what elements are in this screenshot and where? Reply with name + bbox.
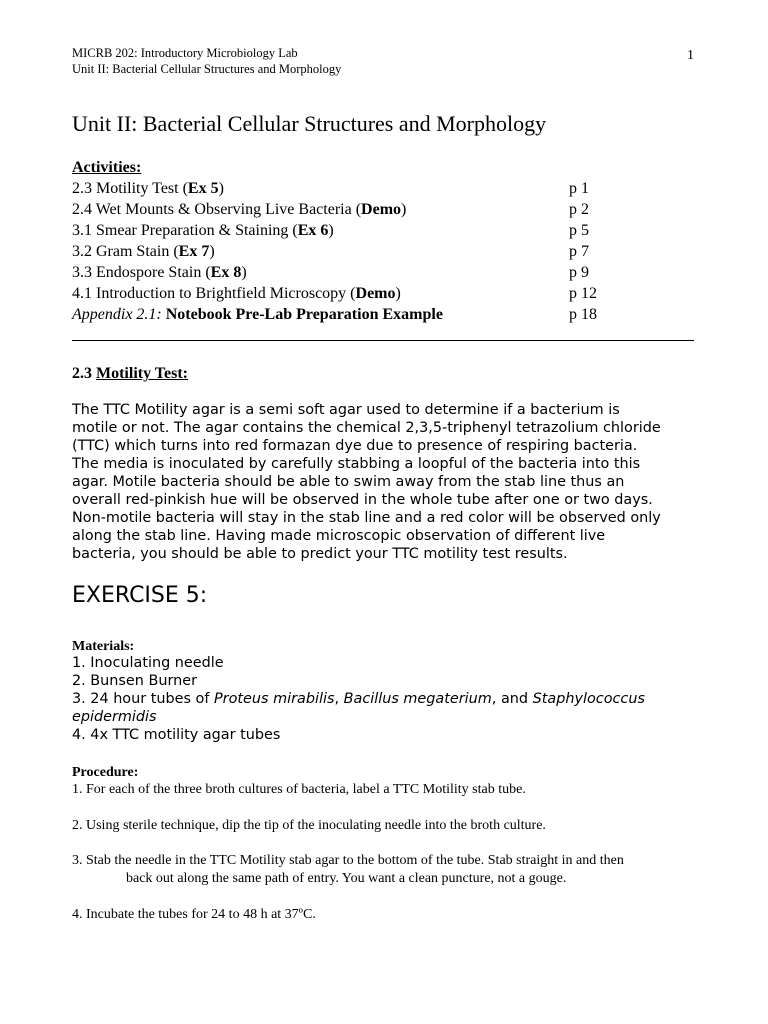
activity-page: p 1 — [569, 180, 589, 197]
activity-label: 4.1 Introduction to Brightfield Microscopy (Demo) — [72, 285, 401, 302]
motility-heading: 2.3 Motility Test: — [72, 365, 188, 382]
activity-row — [72, 242, 632, 263]
activity-page: p 2 — [569, 201, 589, 218]
procedure-step: 2. Using sterile technique, dip the tip of the inoculating needle into the broth culture. — [72, 818, 546, 833]
materials-heading: Materials: — [72, 639, 135, 654]
materials-list — [72, 654, 712, 744]
page-title: Unit II: Bacterial Cellular Structures and Morphology — [72, 111, 547, 136]
paragraph-line: The TTC Motility agar is a semi soft agar used to determine if a bacterium is — [72, 402, 620, 418]
list-item: 4. 4x TTC motility agar tubes — [72, 727, 281, 743]
running-header-course: MICRB 202: Introductory Microbiology Lab — [72, 46, 298, 60]
paragraph-line: motile or not. The agar contains the chemical 2,3,5-triphenyl tetrazolium chloride — [72, 420, 661, 436]
activity-row — [72, 284, 632, 305]
paragraph-line: Non-motile bacteria will stay in the stab line and a red color will be observed only — [72, 510, 661, 526]
activity-page: p 5 — [569, 222, 589, 239]
exercise-heading: EXERCISE 5: — [72, 583, 208, 608]
activity-row — [72, 179, 632, 200]
procedure-step: 4. Incubate the tubes for 24 to 48 h at 37ºC. — [72, 907, 316, 922]
motility-paragraph — [72, 401, 702, 563]
activity-label: 3.3 Endospore Stain (Ex 8) — [72, 264, 247, 281]
activity-label: Appendix 2.1: Notebook Pre-Lab Preparation Example — [72, 306, 443, 323]
activity-label: 2.3 Motility Test (Ex 5) — [72, 180, 224, 197]
activity-page: p 9 — [569, 264, 589, 281]
activity-row — [72, 305, 632, 326]
activity-row — [72, 263, 632, 284]
activity-label: 3.1 Smear Preparation & Staining (Ex 6) — [72, 222, 334, 239]
section-divider — [72, 340, 694, 341]
activity-page: p 7 — [569, 243, 589, 260]
paragraph-line: along the stab line. Having made microscopic observation of different live — [72, 528, 606, 544]
activity-label: 2.4 Wet Mounts & Observing Live Bacteria (Demo) — [72, 201, 407, 218]
activity-label: 3.2 Gram Stain (Ex 7) — [72, 243, 215, 260]
activity-row — [72, 221, 632, 242]
paragraph-line: overall red-pinkish hue will be observed in the whole tube after one or two days. — [72, 492, 653, 508]
list-item-continuation: epidermidis — [72, 709, 157, 725]
paragraph-line: The media is inoculated by carefully stabbing a loopful of the bacteria into this — [72, 456, 641, 472]
activity-row — [72, 200, 632, 221]
list-item: 1. Inoculating needle — [72, 655, 224, 671]
procedure-step: 3. Stab the needle in the TTC Motility stab agar to the bottom of the tube. Stab straight in and then back out along the same path of entry. You want a clean puncture, not a gouge. — [72, 853, 624, 886]
activity-page: p 18 — [569, 306, 597, 323]
paragraph-line: (TTC) which turns into red formazan dye due to presence of respiring bacteria. — [72, 438, 638, 454]
procedure-step: 1. For each of the three broth cultures of bacteria, label a TTC Motility stab tube. — [72, 782, 526, 797]
procedure-heading: Procedure: — [72, 765, 139, 780]
list-item: 2. Bunsen Burner — [72, 673, 198, 689]
activity-page: p 12 — [569, 285, 597, 302]
running-header-unit: Unit II: Bacterial Cellular Structures and Morphology — [72, 62, 342, 76]
paragraph-line: agar. Motile bacteria should be able to swim away from the stab line thus an — [72, 474, 625, 490]
activities-heading: Activities: — [72, 159, 142, 176]
paragraph-line: bacteria, you should be able to predict your TTC motility test results. — [72, 546, 568, 562]
page-number: 1 — [687, 48, 694, 63]
list-item: 3. 24 hour tubes of Proteus mirabilis, Bacillus megaterium, and Staphylococcus — [72, 691, 645, 707]
